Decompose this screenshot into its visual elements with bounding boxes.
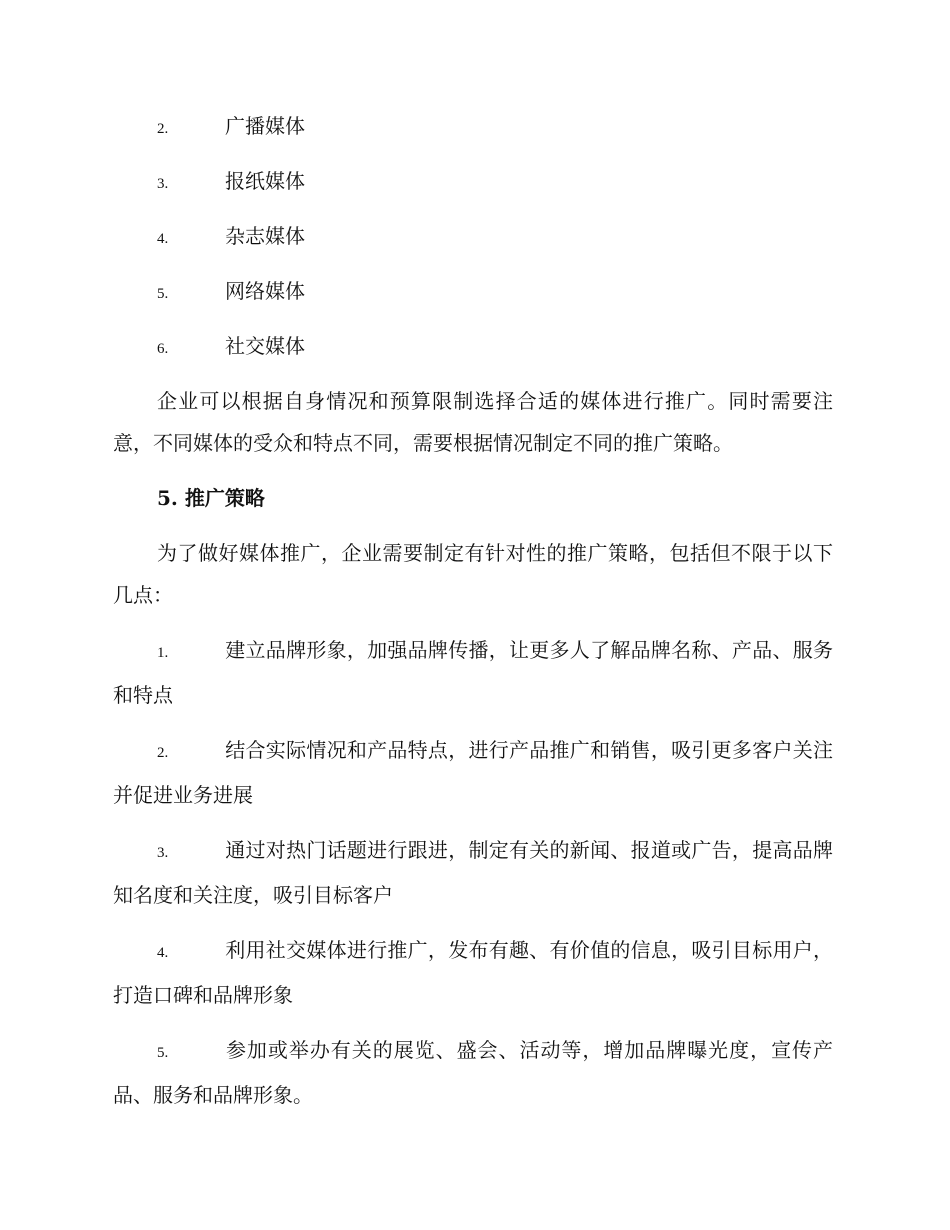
list-text: 社交媒体 bbox=[225, 334, 305, 358]
list-number: 5. bbox=[157, 286, 169, 302]
media-list-item-6 bbox=[113, 325, 833, 367]
strategy-item-2 bbox=[113, 729, 833, 816]
document-content bbox=[113, 105, 833, 1129]
strategy-item-5 bbox=[113, 1029, 833, 1116]
media-list-item-5 bbox=[113, 270, 833, 312]
list-text: 利用社交媒体进行推广，发布有趣、有价值的信息，吸引目标用户，打造口碑和品牌形象 bbox=[113, 938, 833, 1007]
list-number: 4. bbox=[157, 945, 169, 961]
list-number: 2. bbox=[157, 121, 169, 137]
list-number: 4. bbox=[157, 231, 169, 247]
list-text: 结合实际情况和产品特点，进行产品推广和销售，吸引更多客户关注并促进业务进展 bbox=[113, 738, 833, 807]
media-list-item-2 bbox=[113, 105, 833, 147]
strategy-intro-paragraph: 为了做好媒体推广，企业需要制定有针对性的推广策略，包括但不限于以下几点： bbox=[113, 541, 833, 607]
list-number: 6. bbox=[157, 341, 169, 357]
media-summary-paragraph: 企业可以根据自身情况和预算限制选择合适的媒体进行推广。同时需要注意，不同媒体的受众和特点不同，需要根据情况制定不同的推广策略。 bbox=[113, 389, 833, 455]
list-number: 1. bbox=[157, 645, 169, 661]
list-text: 杂志媒体 bbox=[225, 224, 305, 248]
section-heading: 5. 推广策略 bbox=[157, 486, 265, 510]
list-text: 建立品牌形象，加强品牌传播，让更多人了解品牌名称、产品、服务和特点 bbox=[113, 638, 833, 707]
list-text: 参加或举办有关的展览、盛会、活动等，增加品牌曝光度，宣传产品、服务和品牌形象。 bbox=[113, 1038, 833, 1107]
strategy-item-3 bbox=[113, 829, 833, 916]
list-text: 网络媒体 bbox=[225, 279, 305, 303]
list-text: 通过对热门话题进行跟进，制定有关的新闻、报道或广告，提高品牌知名度和关注度，吸引目标客户 bbox=[113, 838, 833, 907]
strategy-item-4 bbox=[113, 929, 833, 1016]
media-list-item-4 bbox=[113, 215, 833, 257]
list-number: 3. bbox=[157, 176, 169, 192]
list-number: 5. bbox=[157, 1045, 169, 1061]
list-text: 报纸媒体 bbox=[225, 169, 305, 193]
list-number: 3. bbox=[157, 845, 169, 861]
media-list-item-3 bbox=[113, 160, 833, 202]
list-number: 2. bbox=[157, 745, 169, 761]
strategy-item-1 bbox=[113, 629, 833, 716]
list-text: 广播媒体 bbox=[225, 114, 305, 138]
